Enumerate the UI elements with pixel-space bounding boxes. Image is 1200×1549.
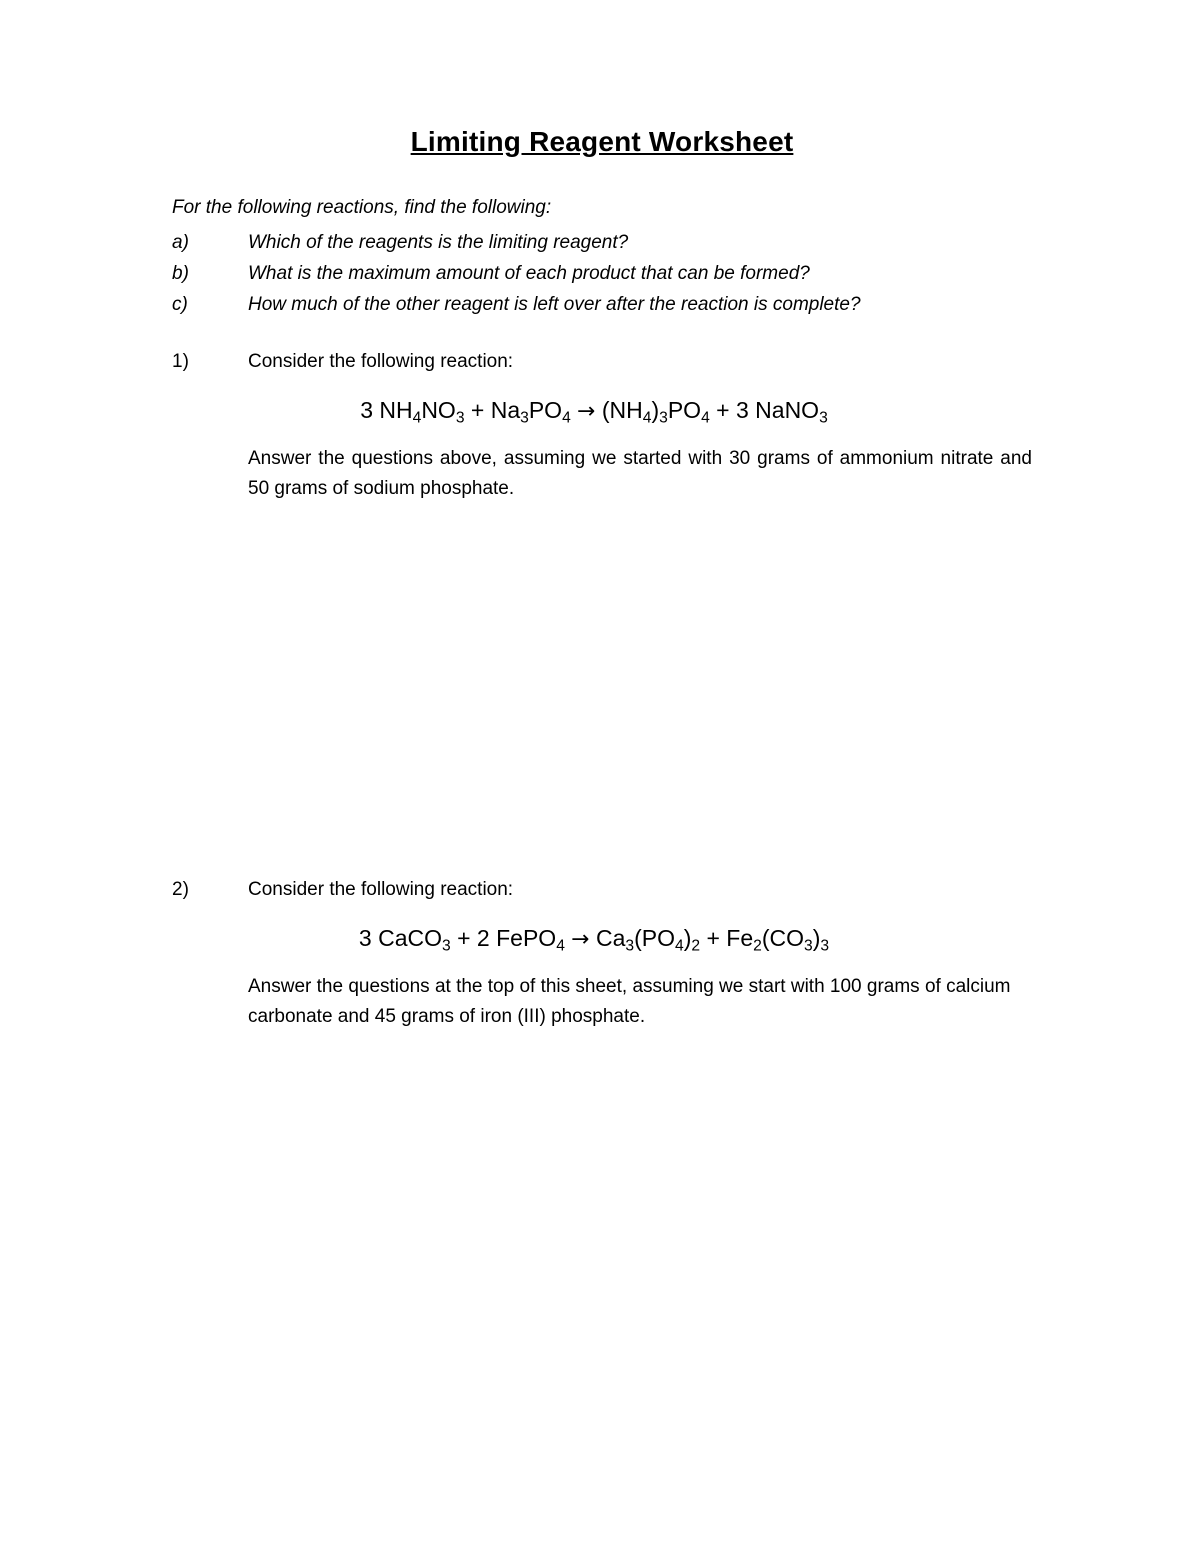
- problem-2-equation-reactants: 3 CaCO$_3$ + 2 FePO$_4$: [358, 924, 565, 955]
- problem-2-prompt: Consider the following reaction:: [248, 879, 514, 901]
- page-title: Limiting Reagent Worksheet: [410, 126, 794, 157]
- work-space-2: [172, 1032, 1032, 1054]
- list-item: [172, 259, 1032, 290]
- question-list: [172, 228, 1032, 320]
- reaction-arrow-icon: →: [571, 926, 590, 952]
- problem-2-equation: [172, 923, 1032, 956]
- list-item: [172, 228, 1032, 259]
- problem-1-equation-reactants: 3 $NH_4NO_3 + Na_3PO_4$: [360, 396, 571, 427]
- problem-1-prompt: Consider the following reaction:: [248, 351, 514, 373]
- list-item: [172, 290, 1032, 321]
- problem-2: [172, 876, 1032, 1032]
- problem-1-marker: 1): [172, 351, 189, 373]
- problem-1-heading: [172, 348, 1032, 377]
- work-space-1: [172, 504, 1032, 876]
- list-item-label: What is the maximum amount of each product that can be formed?: [248, 262, 810, 284]
- problem-2-body: Answer the questions at the top of this sheet, assuming we start with 100 grams of calcium carbonate and 45 grams of iron (III) phosphate.: [248, 976, 1011, 1028]
- list-item-marker: c): [172, 293, 188, 315]
- problem-2-heading: [172, 876, 1032, 905]
- list-item-label: How much of the other reagent is left over after the reaction is complete?: [248, 293, 861, 315]
- list-item-marker: b): [172, 262, 189, 284]
- problem-2-equation-products: $Ca_3(PO_4)_2 + Fe_2(CO_3)_3$: [595, 924, 830, 955]
- document-content: [172, 125, 1032, 1054]
- reaction-arrow-icon: →: [577, 398, 596, 424]
- problem-1: [172, 348, 1032, 504]
- problem-1-body: Answer the questions above, assuming we started with 30 grams of ammonium nitrate and 50 grams of sodium phosphate.: [248, 448, 1032, 500]
- list-item-marker: a): [172, 232, 189, 254]
- problem-1-equation-products: $(NH_4)_3PO_4 + 3$ NaNO$_3$: [601, 396, 828, 427]
- intro-text: For the following reactions, find the following:: [172, 196, 552, 218]
- problem-2-marker: 2): [172, 879, 189, 901]
- problem-1-equation: [172, 395, 1032, 428]
- list-item-label: Which of the reagents is the limiting reagent?: [248, 232, 629, 254]
